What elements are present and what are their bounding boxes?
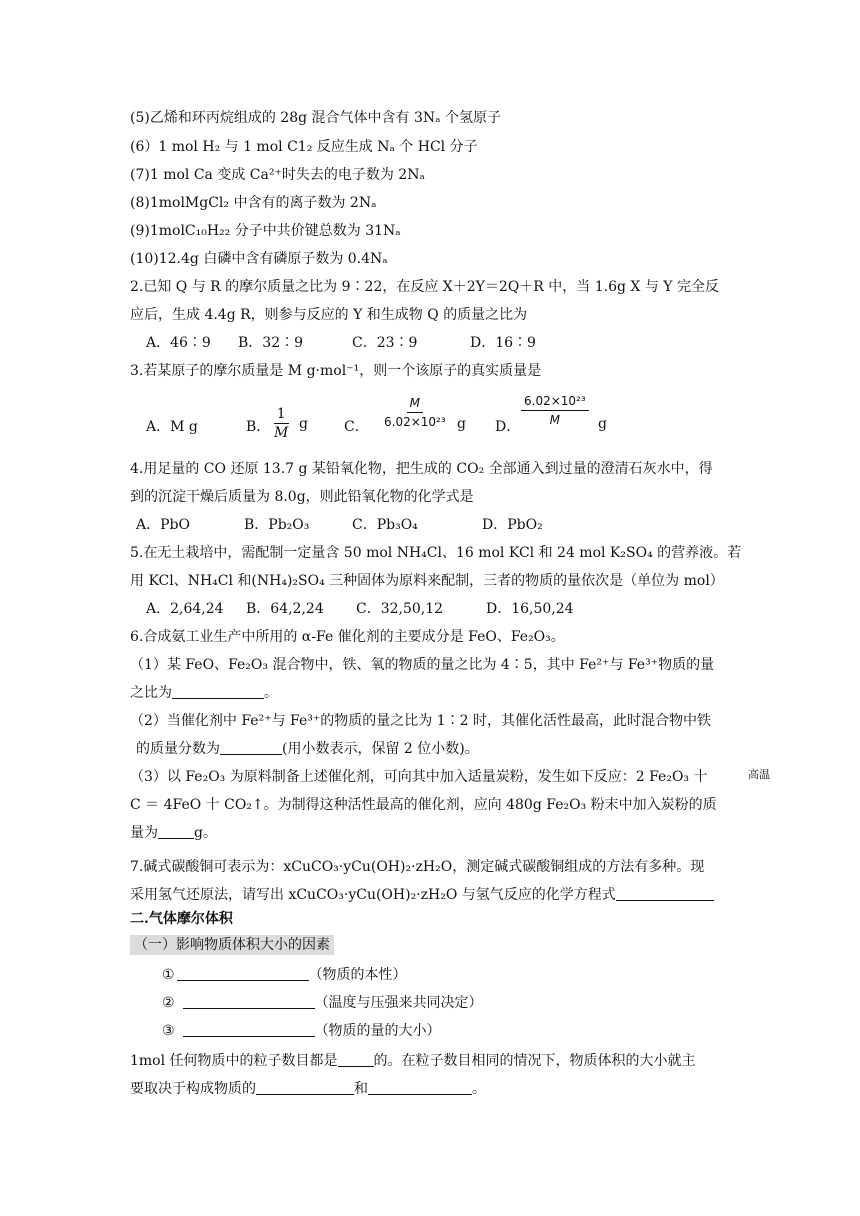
item-9: (9)1molC₁₀H₂₂ 分子中共价键总数为 31Nₐ <box>130 223 401 239</box>
item-5: (5)乙烯和环丙烷组成的 28g 混合气体中含有 3Nₐ 个氢原子 <box>130 110 501 126</box>
section-title: 二.气体摩尔体积 <box>130 911 233 927</box>
q3-stem: 3.若某原子的摩尔质量是 M g·mol⁻¹，则一个该原子的真实质量是 <box>130 363 542 379</box>
q6-part1-answer-blank[interactable] <box>172 684 264 699</box>
item-8: (8)1molMgCl₂ 中含有的离子数为 2Nₐ <box>130 195 377 211</box>
q2-options <box>146 334 536 352</box>
q3-option-d-unit: g <box>598 416 607 432</box>
q4-stem-line2: 到的沉淀干燥后质量为 8.0g，则此铅氧化物的化学式是 <box>130 489 474 505</box>
q6-part2-line2: 的质量分数为 (用小数表示，保留 2 位小数)。 <box>136 741 479 757</box>
factor-1: ① （物质的本性） <box>162 967 407 983</box>
q6-part2-line1: （2）当催化剂中 Fe²⁺与 Fe³⁺的物质的量之比为 1∶2 时，其催化活性最高，此时混合物中铁 <box>130 713 711 729</box>
q3-option-c-label[interactable]: C． <box>344 419 369 435</box>
q7-stem-line2: 采用氢气还原法，请写出 xCuCO₃·yCu(OH)₂·zH₂O 与氢气反应的化学方程式 <box>130 886 714 904</box>
q3-option-c-fraction <box>381 394 449 431</box>
paragraph-line1: 1mol 任何物质中的粒子数目都是 的。在粒子数目相同的情况下，物质体积的大小就主 <box>130 1053 696 1069</box>
q4-option-b[interactable]: B．Pb₂O₃ <box>244 517 310 533</box>
q4-option-d[interactable]: D．PbO₂ <box>482 517 543 533</box>
item-7: (7)1 mol Ca 变成 Ca²⁺时失去的电子数为 2Nₐ <box>130 167 425 183</box>
paragraph-blank-2[interactable] <box>256 1080 354 1095</box>
paragraph-blank-3[interactable] <box>368 1080 472 1095</box>
q4-options <box>136 516 543 534</box>
q3-option-c-numerator: M <box>407 394 423 413</box>
factor-3-blank[interactable] <box>183 1022 315 1037</box>
q6-stem: 6.合成氨工业生产中所用的 α-Fe 催化剂的主要成分是 FeO、Fe₂O₃。 <box>130 629 565 645</box>
q3-option-c-denominator: 6.02×10²³ <box>384 415 446 429</box>
q4-option-a[interactable]: A．PbO <box>136 517 190 533</box>
item-10: (10)12.4g 白磷中含有磷原子数为 0.4Nₐ <box>130 251 388 267</box>
q3-option-d-fraction <box>521 392 589 429</box>
q3-option-b-numerator: 1 <box>274 405 289 424</box>
q2-option-a[interactable]: A．46∶9 <box>146 335 211 351</box>
q5-option-c[interactable]: C．32,50,12 <box>356 601 444 617</box>
q3-option-c-unit: g <box>457 416 466 432</box>
q2-stem-line1: 2.已知 Q 与 R 的摩尔质量之比为 9∶22，在反应 X＋2Y＝2Q＋R 中，当 1.6g X 与 Y 完全反 <box>130 279 719 295</box>
factor-3: ③ （物质的量的大小） <box>162 1023 441 1039</box>
q6-part2-answer-blank[interactable] <box>220 740 282 755</box>
q5-stem-line2: 用 KCl、NH₄Cl 和(NH₄)₂SO₄ 三种固体为原料来配制，三者的物质的量依次是（单位为 mol） <box>130 573 724 589</box>
q5-options <box>146 600 574 618</box>
q5-stem-line1: 5.在无土栽培中，需配制一定量含 50 mol NH₄Cl、16 mol KCl 和 24 mol K₂SO₄ 的营养液。若 <box>130 545 742 561</box>
q3-option-a[interactable]: A．M g <box>146 419 198 435</box>
q5-option-a[interactable]: A．2,64,24 <box>146 601 224 617</box>
q6-part3-line1: （3）以 Fe₂O₃ 为原料制备上述催化剂，可向其中加入适量炭粉，发生如下反应：2 Fe₂O₃ 十 <box>130 769 708 785</box>
factor-1-blank[interactable] <box>177 966 309 981</box>
q7-stem-line1: 7.碱式碳酸铜可表示为：xCuCO₃·yCu(OH)₂·zH₂O，测定碱式碳酸铜组成的方法有多种。现 <box>130 859 705 875</box>
q3-option-b-denominator: M <box>274 425 289 441</box>
q6-part1-line1: （1）某 FeO、Fe₂O₃ 混合物中，铁、氧的物质的量之比为 4∶5，其中 Fe²⁺与 Fe³⁺物质的量 <box>130 657 715 673</box>
paragraph-blank-1[interactable] <box>338 1052 374 1067</box>
q5-option-b[interactable]: B．64,2,24 <box>246 601 324 617</box>
q2-stem-line2: 应后，生成 4.4g R，则参与反应的 Y 和生成物 Q 的质量之比为 <box>130 307 528 323</box>
section-subtitle: （一）影响物质体积大小的因素 <box>130 936 334 954</box>
q3-option-d-denominator: M <box>549 413 561 427</box>
q6-part1-line2: 之比为 。 <box>130 685 278 701</box>
q6-part3-line3: 量为 g。 <box>130 825 217 841</box>
q7-answer-blank[interactable] <box>616 886 714 901</box>
paragraph-line2: 要取决于构成物质的 和 。 <box>130 1081 486 1097</box>
q3-option-d-label[interactable]: D． <box>495 419 521 435</box>
q3-option-b-fraction <box>271 405 291 442</box>
item-6: (6）1 mol H₂ 与 1 mol C1₂ 反应生成 Nₐ 个 HCl 分子 <box>130 139 478 155</box>
q3-option-b-unit: g <box>299 416 308 432</box>
q6-reaction-condition: 高温 <box>748 768 770 781</box>
q2-option-d[interactable]: D．16∶9 <box>470 335 536 351</box>
q4-stem-line1: 4.用足量的 CO 还原 13.7 g 某铅氧化物，把生成的 CO₂ 全部通入到过量的澄清石灰水中，得 <box>130 461 713 477</box>
q3-option-b-label[interactable]: B． <box>246 419 271 435</box>
factor-2-blank[interactable] <box>183 994 315 1009</box>
q2-option-c[interactable]: C．23∶9 <box>352 335 418 351</box>
q4-option-c[interactable]: C．Pb₃O₄ <box>352 517 418 533</box>
q5-option-d[interactable]: D．16,50,24 <box>486 601 574 617</box>
q6-part3-line2: C ＝ 4FeO 十 CO₂↑。为制得这种活性最高的催化剂，应向 480g Fe₂O₃ 粉末中加入炭粉的质 <box>130 797 717 813</box>
factor-2: ② （温度与压强来共同决定） <box>162 995 483 1011</box>
q6-part3-answer-blank[interactable] <box>158 824 194 839</box>
q3-option-d-numerator: 6.02×10²³ <box>521 392 589 411</box>
q2-option-b[interactable]: B．32∶9 <box>238 335 304 351</box>
